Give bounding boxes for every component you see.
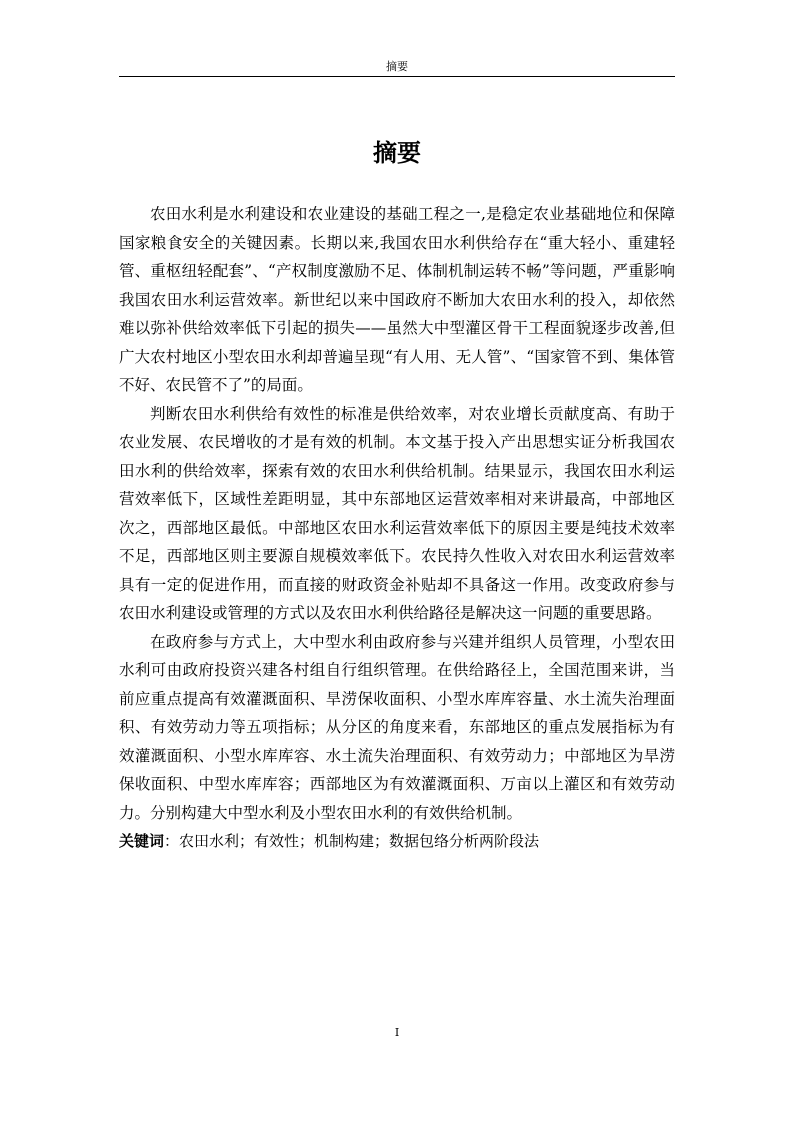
keywords-line xyxy=(119,827,675,856)
keywords-list: ：农田水利；有效性；机制构建；数据包络分析两阶段法 xyxy=(164,832,540,850)
abstract-paragraph-3: 在政府参与方式上，大中型水利由政府参与兴建并组织人员管理，小型农田水利可由政府投资兴建各村组自行组织管理。在供给路径上，全国范围来讲，当前应重点提高有效灌溉面积、旱涝保收面积、小型水库库容量、水土流失治理面积、有效劳动力等五项指标；从分区的角度来看，东部地区的重点发展指标为有效灌溉面积、小型水库库容、水土流失治理面积、有效劳动力；中部地区为旱涝保收面积、中型水库库容；西部地区为有效灌溉面积、万亩以上灌区和有效劳动力。分别构建大中型水利及小型农田水利的有效供给机制。 xyxy=(119,632,675,822)
abstract-body xyxy=(119,200,675,856)
page-number: I xyxy=(394,1026,400,1039)
page-title: 摘要 xyxy=(373,139,421,167)
abstract-paragraph-1: 农田水利是水利建设和农业建设的基础工程之一,是稳定农业基础地位和保障国家粮食安全的关键因素。长期以来,我国农田水利供给存在“重大轻小、重建轻管、重枢纽轻配套”、“产权制度激励不足、体制机制运转不畅”等问题，严重影响我国农田水利运营效率。新世纪以来中国政府不断加大农田水利的投入，却依然难以弥补供给效率低下引起的损失——虽然大中型灌区骨干工程面貌逐步改善,但广大农村地区小型农田水利却普遍呈现“有人用、无人管”、“国家管不到、集体管不好、农民管不了”的局面。 xyxy=(119,205,675,394)
header-rule xyxy=(119,76,675,77)
keywords-label: 关键词 xyxy=(119,832,165,850)
abstract-paragraph-2: 判断农田水利供给有效性的标准是供给效率，对农业增长贡献度高、有助于农业发展、农民增收的才是有效的机制。本文基于投入产出思想实证分析我国农田水利的供给效率，探索有效的农田水利供给机制。结果显示，我国农田水利运营效率低下，区域性差距明显，其中东部地区运营效率相对来讲最高，中部地区次之，西部地区最低。中部地区农田水利运营效率低下的原因主要是纯技术效率不足，西部地区则主要源自规模效率低下。农民持久性收入对农田水利运营效率具有一定的促进作用，而直接的财政资金补贴却不具备这一作用。改变政府参与农田水利建设或管理的方式以及农田水利供给路径是解决这一问题的重要思路。 xyxy=(119,404,675,622)
running-header: 摘要 xyxy=(386,60,408,73)
